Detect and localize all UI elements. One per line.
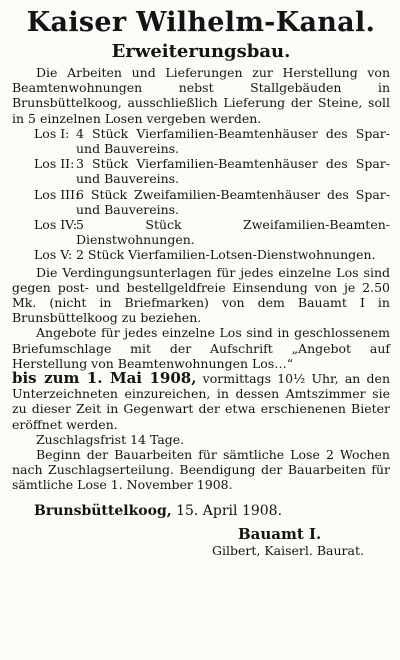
lot-text: 2 Stück Vierfamilien-Lotsen-Dienstwohnungen. [76, 247, 376, 263]
offers-paragraph: Angebote für jedes einzelne Los sind in geschlossenem Briefumschlage mit der Aufschrift „Angebot auf Herstellung von Beamtenwohnungen Los…“ [12, 325, 390, 371]
notice-title: Kaiser Wilhelm-Kanal. [26, 7, 376, 38]
lot-label: Los I: [34, 125, 70, 141]
issuing-office: Bauamt I. [238, 524, 322, 543]
notice-subtitle: Erweiterungsbau. [111, 41, 291, 62]
lot-label: Los II: [34, 156, 75, 172]
lot-text: 5 Stück Zweifamilien-Beamten-Dienstwohnungen. [76, 217, 390, 248]
lot-label: Los V: [34, 247, 73, 263]
place-date-line [12, 501, 390, 521]
documents-paragraph: Die Verdingungsunterlagen für jedes einzelne Los sind gegen post- und bestellgeldfreie Einsendung von je 2.50 Mk. (nicht in Briefmarken) von dem Bauamt I in Brunsbüttelkoog zu beziehen. [12, 264, 390, 326]
lot-item [12, 187, 390, 217]
deadline-date: bis zum 1. Mai 1908, [12, 369, 197, 388]
schedule-paragraph: Beginn der Bauarbeiten für sämtliche Lose 2 Wochen nach Zuschlagserteilung. Beendigung der Bauarbeiten für sämtliche Lose 1. November 1908. [12, 447, 390, 493]
award-period: Zuschlagsfrist 14 Tage. [36, 431, 185, 447]
signatory: Gilbert, Kaiserl. Baurat. [212, 542, 364, 558]
intro-paragraph: Die Arbeiten und Lieferungen zur Herstellung von Beamtenwohnungen nebst Stallgebäuden in Brunsbüttelkoog, ausschließlich Lieferung der Steine, soll in 5 einzelnen Losen vergeben werden. [12, 65, 390, 126]
lot-text: 3 Stück Vierfamilien-Beamtenhäuser des Spar- und Bauvereins. [76, 156, 390, 187]
lot-text: 6 Stück Zweifamilien-Beamtenhäuser des Spar- und Bauvereins. [76, 186, 390, 217]
lot-item [12, 217, 390, 247]
lot-item [12, 156, 390, 186]
lot-label: Los III: [34, 186, 80, 202]
lot-text: 4 Stück Vierfamilien-Beamtenhäuser des Spar- und Bauvereins. [76, 125, 390, 157]
lot-item [12, 126, 390, 156]
lot-label: Los IV: [34, 217, 78, 233]
date: 15. April 1908. [176, 502, 283, 519]
lots-list [12, 126, 390, 263]
place: Brunsbüttelkoog, [34, 502, 172, 519]
deadline-details: vormittags 10½ Uhr, an den Unterzeichneten einzureichen, in dessen Amtszimmer sie zu dieser Zeit in Gegenwart der etwa erschienenen Bieter eröffnet werden. [12, 371, 391, 432]
deadline-paragraph [12, 371, 390, 432]
lot-item [12, 247, 390, 262]
